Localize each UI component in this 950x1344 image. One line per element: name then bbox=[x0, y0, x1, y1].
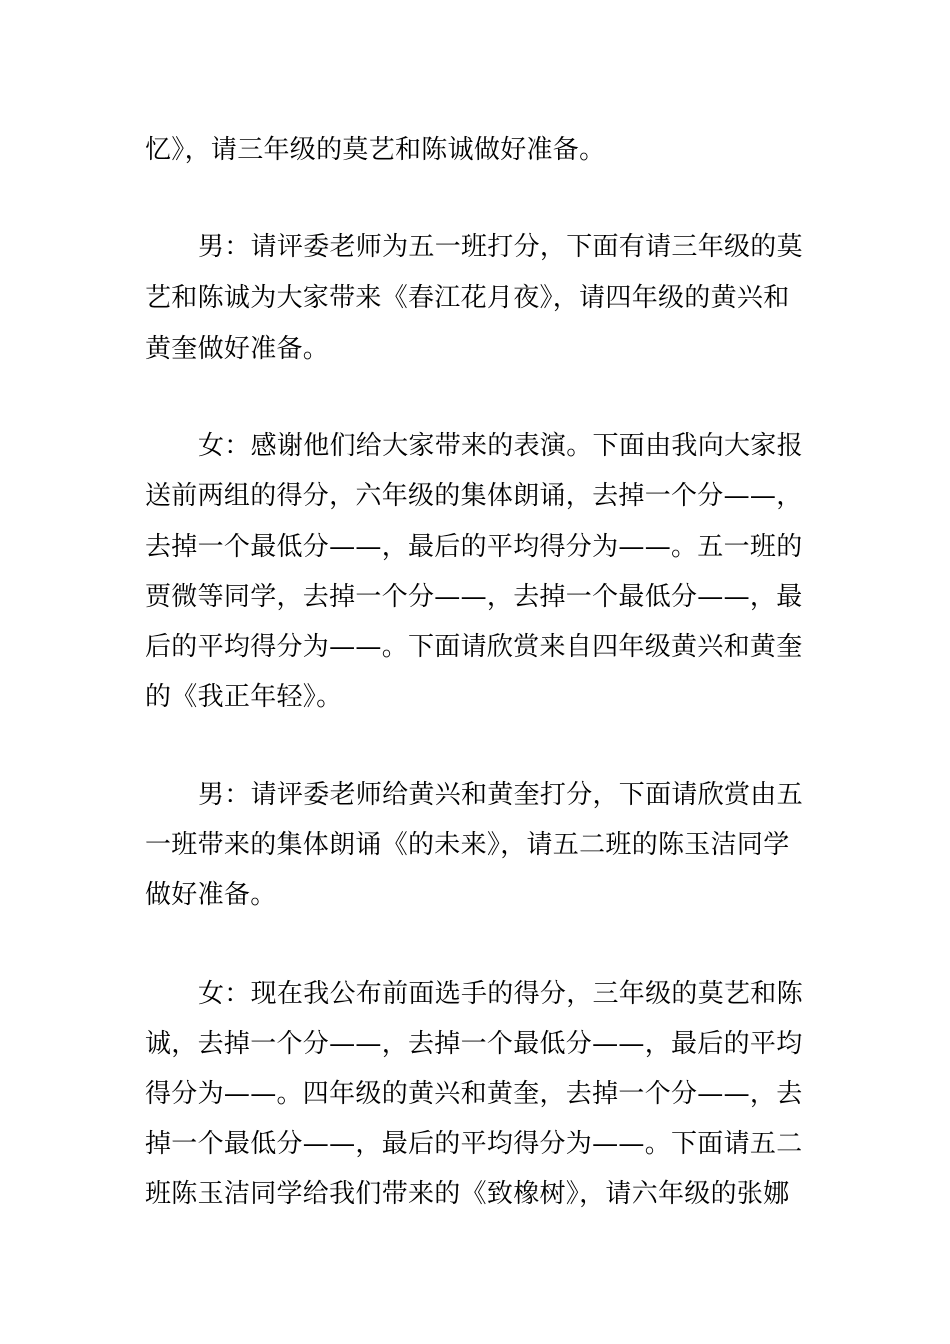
text-line: 班陈玉洁同学给我们带来的《致橡树》，请六年级的张娜 bbox=[145, 1179, 790, 1209]
text-line: 女：感谢他们给大家带来的表演。下面由我向大家报 bbox=[198, 431, 803, 461]
text-line: 做好准备。 bbox=[145, 880, 277, 910]
text-line: 得分为——。四年级的黄兴和黄奎，去掉一个分——，去 bbox=[145, 1079, 803, 1109]
text-line: 黄奎做好准备。 bbox=[145, 334, 330, 364]
text-line: 男：请评委老师为五一班打分，下面有请三年级的莫 bbox=[198, 232, 803, 262]
text-line: 去掉一个最低分——，最后的平均得分为——。五一班的 bbox=[145, 532, 803, 562]
text-line: 后的平均得分为——。下面请欣赏来自四年级黄兴和黄奎 bbox=[145, 632, 803, 662]
text-line: 送前两组的得分，六年级的集体朗诵，去掉一个分——， bbox=[145, 481, 803, 511]
text-line: 掉一个最低分——，最后的平均得分为——。下面请五二 bbox=[145, 1129, 803, 1159]
text-line: 诚，去掉一个分——，去掉一个最低分——，最后的平均 bbox=[145, 1029, 803, 1059]
text-line: 忆》，请三年级的莫艺和陈诚做好准备。 bbox=[145, 135, 606, 165]
text-line: 女：现在我公布前面选手的得分，三年级的莫艺和陈 bbox=[198, 979, 803, 1009]
text-line: 贾微等同学，去掉一个分——，去掉一个最低分——，最 bbox=[145, 582, 803, 612]
text-line: 男：请评委老师给黄兴和黄奎打分，下面请欣赏由五 bbox=[198, 780, 803, 810]
text-line: 一班带来的集体朗诵《的未来》，请五二班的陈玉洁同学 bbox=[145, 830, 790, 860]
text-line: 艺和陈诚为大家带来《春江花月夜》，请四年级的黄兴和 bbox=[145, 283, 790, 313]
text-line: 的《我正年轻》。 bbox=[145, 682, 343, 712]
